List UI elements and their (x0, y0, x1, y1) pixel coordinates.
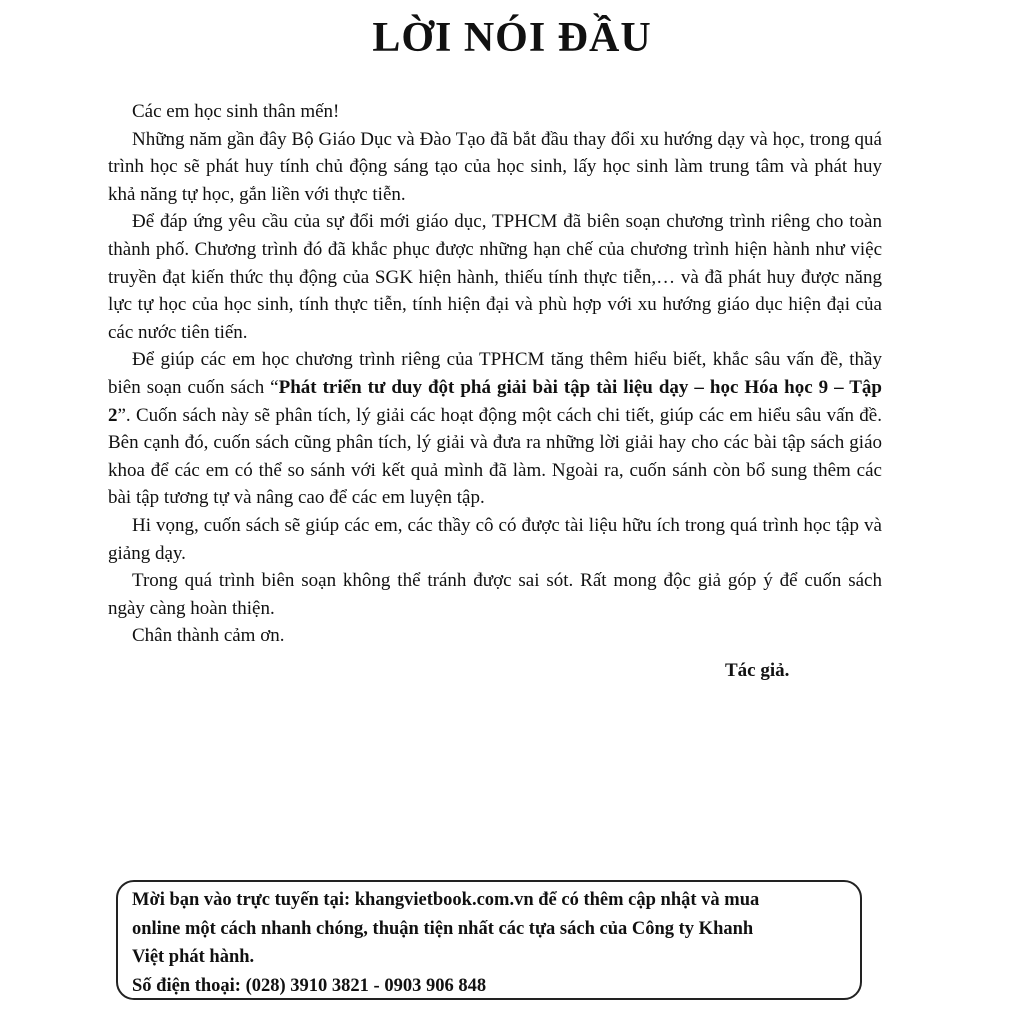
promo-phone: Số điện thoại: (028) 3910 3821 - 0903 906 848 (132, 975, 487, 996)
paragraph-4: Hi vọng, cuốn sách sẽ giúp các em, các thầy cô có được tài liệu hữu ích trong quá trình học tập và giảng dạy. (108, 514, 882, 564)
paragraph-3 (108, 346, 882, 512)
paragraph-1: Những năm gần đây Bộ Giáo Dục và Đào Tạo đã bắt đầu thay đổi xu hướng dạy và học, trong quá trình học sẽ phát huy tính chủ động sáng tạo của học sinh, lấy học sinh làm trung tâm và phát huy khả năng tự học, gắn liền với thực tiễn. (108, 128, 882, 205)
greeting: Các em học sinh thân mến! (132, 101, 340, 122)
paragraph-5: Trong quá trình biên soạn không thể tránh được sai sót. Rất mong độc giả góp ý để cuốn sách ngày càng hoàn thiện. (108, 570, 882, 619)
paragraph-6: Chân thành cảm ơn. (132, 625, 285, 647)
paragraph-3-rest: ”. Cuốn sách này sẽ phân tích, lý giải các hoạt động một cách chi tiết, giúp các em hiểu sâu vấn đề. Bên cạnh đó, cuốn sách cũng phân tích, lý giải và đưa ra những lời giải hay cho các bài tập sách giáo khoa để các em có thể so sánh với kết quả mình đã làm. Ngoài ra, cuốn sánh còn bổ sung thêm các bài tập tương tự và nâng cao để các em luyện tập. (108, 404, 882, 509)
paragraph-3-intro: Để giúp các em học chương trình riêng của TPHCM tăng thêm hiểu biết, khắc sâu vấn đề, thầy biên soạn cuốn sách “ (108, 349, 882, 398)
promo-line-3: Việt phát hành. (132, 947, 255, 967)
book-title: Phát triển tư duy đột phá giải bài tập tài liệu dạy – học Hóa học 9 – Tập 2 (108, 376, 882, 426)
paragraph-2: Để đáp ứng yêu cầu của sự đổi mới giáo dục, TPHCM đã biên soạn chương trình riêng cho toàn thành phố. Chương trình đó đã khắc phục được những hạn chế của chương trình hiện hành như việc truyền đạt kiến thức thụ động của SGK hiện hành, thiếu tính thực tiễn,… và đã phát huy được năng lực tự học của học sinh, tính thực tiễn, tính hiện đại và phù hợp với xu hướng giáo dục hiện đại của các nước tiên tiến. (108, 211, 882, 343)
preface-body (108, 98, 882, 650)
author-signature: Tác giả. (725, 660, 790, 681)
promo-line-2: online một cách nhanh chóng, thuận tiện nhất các tựa sách của Công ty Khanh (132, 918, 754, 939)
promo-box (116, 880, 862, 1000)
promo-line-1: Mời bạn vào trực tuyến tại: khangvietbook.com.vn để có thêm cập nhật và mua (132, 890, 760, 910)
page-title: LỜI NÓI ĐẦU (372, 15, 652, 61)
